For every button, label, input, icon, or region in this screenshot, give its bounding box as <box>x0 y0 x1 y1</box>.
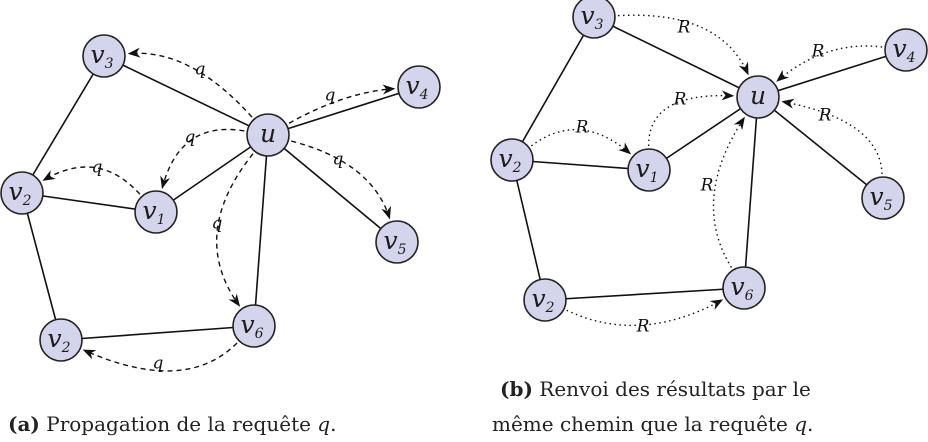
fig-b-edge-u-v6 <box>744 97 758 288</box>
fig-b-arc-label-v6-to-u: R <box>700 175 714 196</box>
fig-a-node-v1-base: v <box>142 196 157 225</box>
fig-b-edge-u-v3 <box>594 17 758 97</box>
fig-a-edge-v2a-v2b <box>22 193 61 340</box>
fig-a-node-v5 <box>376 221 418 263</box>
figure-a-propagation <box>1 35 440 374</box>
fig-b-node-v3-base: v <box>580 1 595 30</box>
fig-b-edge-u-v4 <box>758 50 906 97</box>
fig-b-node-v5 <box>862 177 904 219</box>
fig-a-node-v3-base: v <box>90 40 105 69</box>
fig-a-arc-label-v6-to-v2b: q <box>152 353 164 374</box>
fig-a-node-v4 <box>398 66 440 108</box>
fig-b-node-v1-subscript: 1 <box>649 170 659 186</box>
fig-a-node-v4-base: v <box>405 71 420 100</box>
fig-b-node-v2a-subscript: 2 <box>512 160 522 176</box>
fig-a-edge-u-v6 <box>254 135 268 326</box>
fig-b-node-u-label <box>750 81 766 110</box>
fig-a-node-v2a-base: v <box>8 177 23 206</box>
fig-a-node-v3-subscript: 3 <box>104 56 114 72</box>
fig-b-node-v4 <box>885 29 927 71</box>
figure-b-nodes <box>491 0 927 321</box>
caption-b-line1-text: Renvoi des résultats par le <box>539 377 811 401</box>
caption-b-line2-text: même chemin que la requête <box>492 412 788 436</box>
fig-b-node-v2b-subscript: 2 <box>545 300 555 316</box>
fig-a-edge-u-v3 <box>104 56 268 135</box>
fig-a-edge-u-v4 <box>268 87 419 135</box>
fig-b-node-v1 <box>628 149 670 191</box>
fig-b-node-v5-base: v <box>869 182 884 211</box>
caption-a-tag: (a) <box>8 412 40 436</box>
fig-b-arc-label-v3-to-u: R <box>677 17 691 38</box>
caption-a-text: Propagation de la requête <box>46 412 311 436</box>
fig-a-arc-label-u-to-v1: q <box>184 127 196 148</box>
fig-b-arc-label-v1-to-u: R <box>673 89 687 110</box>
fig-a-node-u-label <box>260 119 276 148</box>
fig-a-node-v3 <box>83 35 125 77</box>
fig-b-node-v6-base: v <box>730 272 745 301</box>
figure-b-result-arcs <box>531 15 882 336</box>
fig-a-node-v1-subscript: 1 <box>156 212 166 228</box>
fig-a-node-v6-base: v <box>240 310 255 339</box>
fig-a-node-v6 <box>233 305 275 347</box>
fig-b-arc-v4-to-u <box>777 46 882 81</box>
fig-b-edge-v3-v2a <box>512 17 594 160</box>
fig-b-node-v2b <box>524 279 566 321</box>
figure-a-edges <box>22 56 419 340</box>
fig-a-arc-label-u-to-v5: q <box>332 149 344 170</box>
figure-b-return-path <box>491 0 927 337</box>
fig-b-arc-label-v2a-to-v1: R <box>575 117 589 138</box>
fig-a-arc-label-u-to-v6: q <box>211 213 223 234</box>
fig-b-node-v2a <box>491 139 533 181</box>
fig-b-node-v6 <box>723 267 765 309</box>
fig-a-node-v6-subscript: 6 <box>254 326 264 342</box>
fig-a-arc-u-to-v3 <box>129 53 252 117</box>
caption-b-line1 <box>500 377 811 401</box>
fig-b-node-v3 <box>573 0 615 38</box>
caption-b-end: . <box>807 412 814 436</box>
fig-b-node-v4-base: v <box>892 34 907 63</box>
caption-a <box>8 412 336 436</box>
fig-a-node-v5-base: v <box>383 226 398 255</box>
fig-a-edge-v2b-v6 <box>61 326 254 340</box>
fig-a-node-v2b-subscript: 2 <box>61 340 71 356</box>
fig-a-arc-label-u-to-v3: q <box>194 59 206 80</box>
fig-b-node-v1-base: v <box>635 154 650 183</box>
fig-a-node-u-base: u <box>259 119 277 148</box>
fig-b-node-u-base: u <box>749 81 767 110</box>
fig-a-node-v5-subscript: 5 <box>397 242 407 258</box>
fig-b-arc-v1-to-u <box>649 96 733 146</box>
fig-b-arc-v6-to-u <box>713 118 744 268</box>
caption-a-variable: q <box>317 412 331 436</box>
fig-a-node-v2b <box>40 319 82 361</box>
fig-a-node-v1 <box>135 191 177 233</box>
fig-a-node-v2b-base: v <box>47 324 62 353</box>
fig-a-arc-label-u-to-v4: q <box>324 85 336 106</box>
fig-a-node-v4-subscript: 4 <box>419 87 429 103</box>
fig-b-node-v3-subscript: 3 <box>594 17 604 33</box>
fig-b-edge-v2b-v6 <box>545 288 744 300</box>
caption-b-tag: (b) <box>500 377 533 401</box>
fig-b-node-v4-subscript: 4 <box>906 50 916 66</box>
caption-a-end: . <box>330 412 337 436</box>
fig-b-arc-label-v2b-to-v6: R <box>636 316 650 337</box>
fig-b-arc-v5-to-u <box>783 102 883 174</box>
fig-a-arc-u-to-v4 <box>289 89 394 124</box>
fig-b-node-v5-subscript: 5 <box>883 198 893 214</box>
figure-b-edges <box>512 17 906 300</box>
fig-b-node-v2a-base: v <box>498 144 513 173</box>
fig-b-node-u <box>737 76 779 118</box>
fig-b-arc-label-v5-to-u: R <box>818 105 832 126</box>
figure-a-nodes <box>1 35 440 361</box>
fig-b-node-v6-subscript: 6 <box>744 288 754 304</box>
fig-a-arc-label-v1-to-v2a: q <box>91 157 103 178</box>
fig-b-node-v2b-base: v <box>531 284 546 313</box>
fig-a-node-u <box>247 114 289 156</box>
fig-b-arc-label-v4-to-u: R <box>811 41 825 62</box>
figure-a-query-arcs <box>44 53 398 374</box>
caption-b-line2 <box>492 412 813 436</box>
fig-a-node-v2a <box>1 172 43 214</box>
caption-b-variable: q <box>794 412 807 436</box>
fig-a-node-v2a-subscript: 2 <box>22 193 32 209</box>
